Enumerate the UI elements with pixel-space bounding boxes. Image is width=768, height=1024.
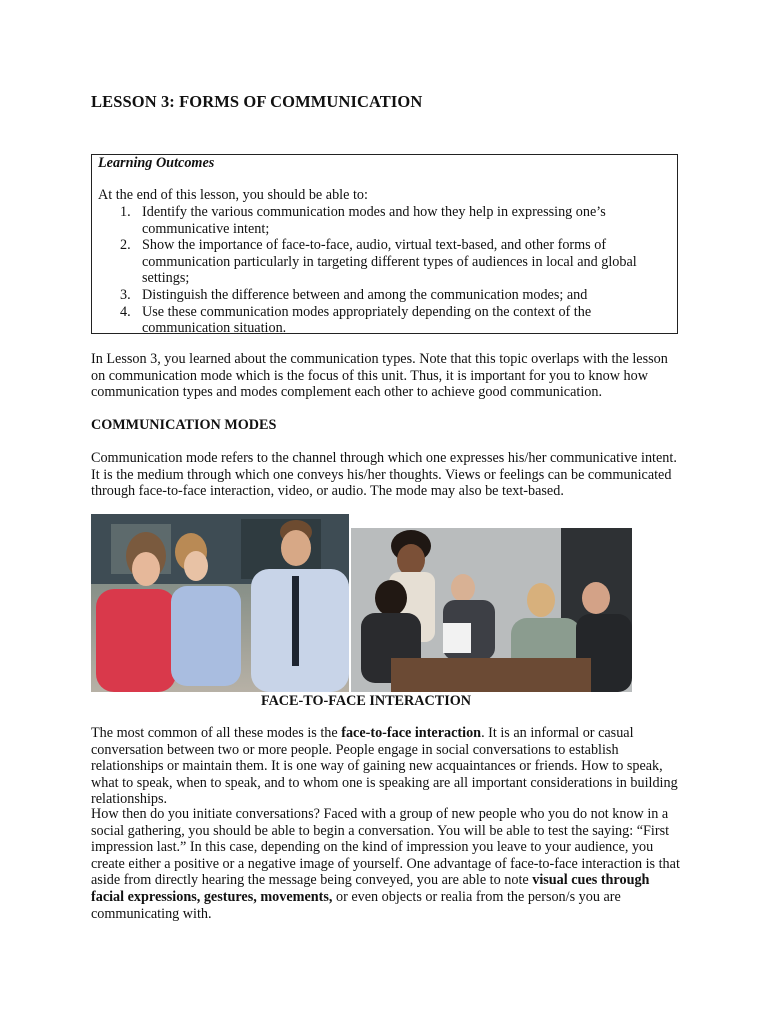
outcomes-heading: Learning Outcomes <box>98 155 215 171</box>
learning-outcomes-box <box>91 154 678 337</box>
photo-meeting-table <box>351 528 632 692</box>
photo-conversation-group <box>91 514 349 692</box>
modes-heading: COMMUNICATION MODES <box>91 417 277 433</box>
face-to-face-paragraph: The most common of all these modes is the face-to-face interaction. It is an informal or casual conversation between two or more people. People engage in social conversations to establish relationships or maintain them. It is one way of gaining new acquaintances or friends. How to speak, what to speak, when to speak, and to whom one is speaking are all important considerations in building relationships. <box>91 725 678 808</box>
initiate-conversation-paragraph: How then do you initiate conversations? Faced with a group of new people who you do not know in a social gathering, you should be able to begin a conversation. You will be able to test the saying: “First impression last.” In this case, depending on the kind of impression you leave to your audience, you create either a positive or a negative image of yourself. One advantage of face-to-face interaction is that aside from directly hearing the message being conveyed, you are able to note visual cues through facial expressions, gestures, movements, or even objects or realia from the person/s you are communicating with. <box>91 806 680 922</box>
intro-paragraph: In Lesson 3, you learned about the communication types. Note that this topic overlaps with the lesson on communication mode which is the focus of this unit. Thus, it is important for you to know how communication types and modes complement each other to achieve good communication. <box>91 351 668 401</box>
outcomes-list <box>98 204 673 337</box>
outcome-item: 2. Show the importance of face-to-face, audio, virtual text-based, and other forms of communication particularly in targeting different types of audiences in local and global settings; <box>120 237 637 287</box>
outcome-item: 4. Use these communication modes appropriately depending on the context of the communication situation. <box>120 303 592 337</box>
modes-paragraph: Communication mode refers to the channel through which one expresses his/her communicative intent. It is the medium through which one conveys his/her thoughts. Views or feelings can be communicated through face-to-face interaction, video, or audio. The mode may also be text-based. <box>91 450 677 500</box>
outcome-item: 3. Distinguish the difference between and among the communication modes; and <box>120 286 588 303</box>
outcomes-intro: At the end of this lesson, you should be able to: <box>98 187 368 203</box>
lesson-title: LESSON 3: FORMS OF COMMUNICATION <box>91 92 423 111</box>
outcome-item: 1. Identify the various communication modes and how they help in expressing one’s communicative intent; <box>120 204 606 237</box>
photo-caption: FACE-TO-FACE INTERACTION <box>260 693 472 709</box>
